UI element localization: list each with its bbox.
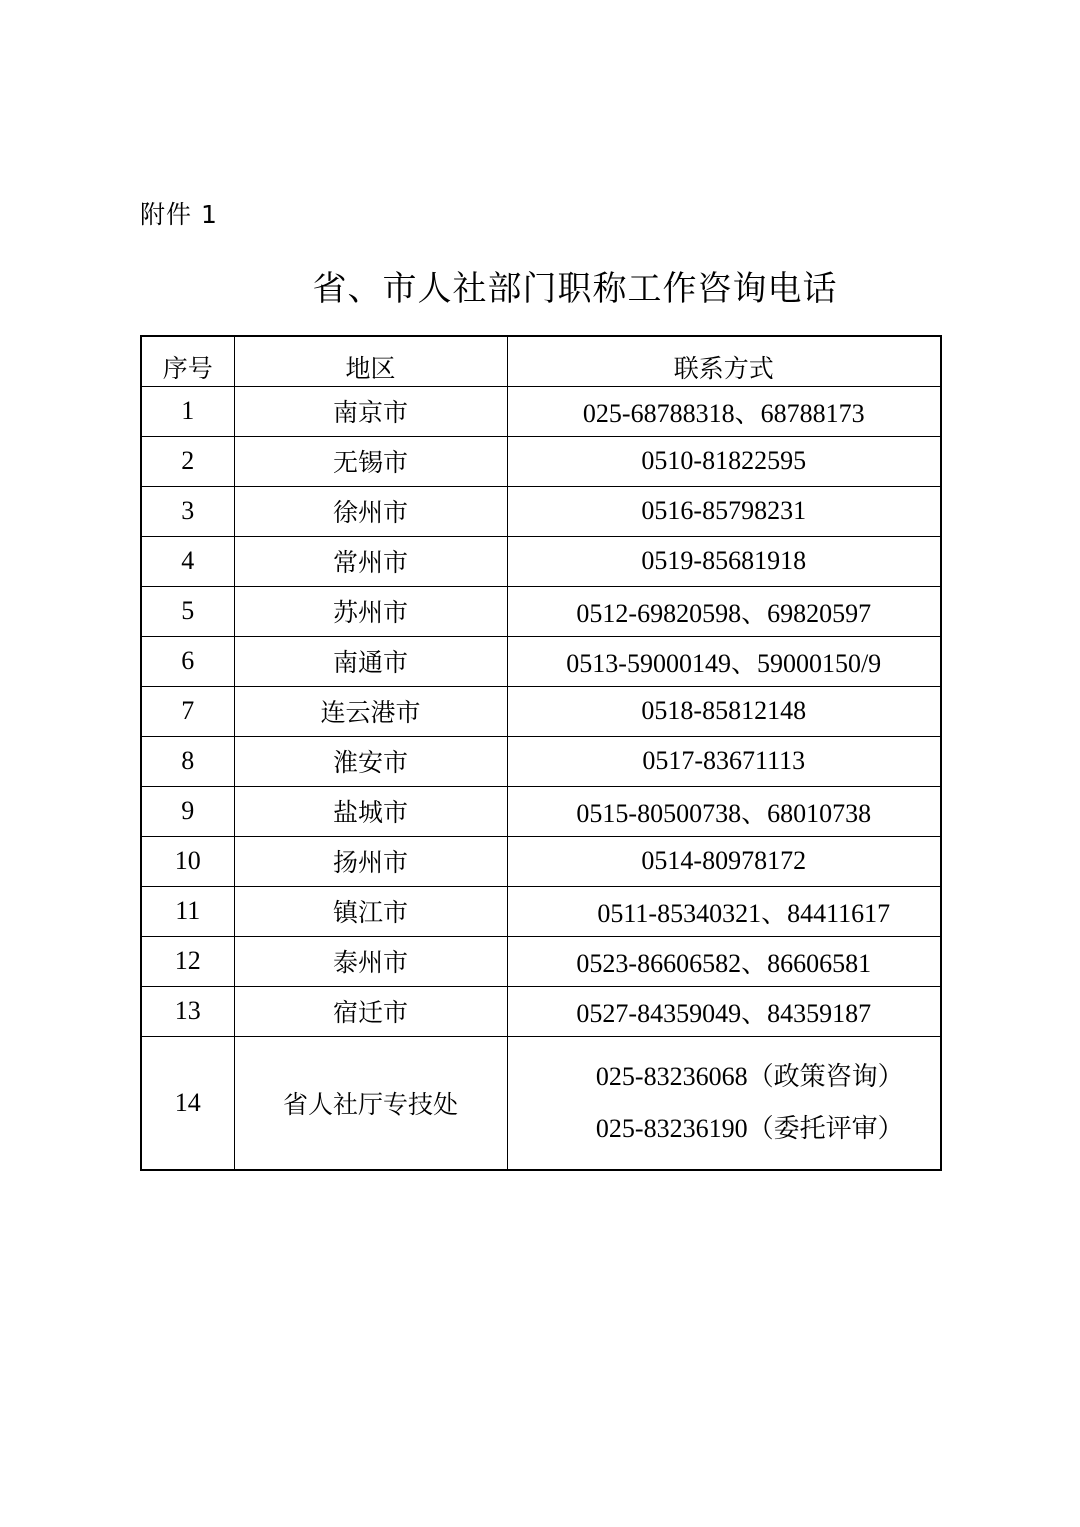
row-contact: 0517-83671113 (507, 736, 941, 786)
row-index: 9 (141, 786, 234, 836)
row-index: 11 (141, 886, 234, 936)
table-row (141, 686, 941, 736)
row-contact: 0513-59000149、59000150/9 (507, 636, 941, 686)
row-region: 连云港市 (234, 686, 507, 736)
row-region: 南通市 (234, 636, 507, 686)
table-row (141, 386, 941, 436)
table-row (141, 436, 941, 486)
row-index: 3 (141, 486, 234, 536)
row-region: 苏州市 (234, 586, 507, 636)
table-row (141, 836, 941, 886)
row-region: 泰州市 (234, 936, 507, 986)
header-contact: 联系方式 (507, 336, 941, 386)
attachment-label: 附件 1 (140, 200, 218, 229)
row-region: 南京市 (234, 386, 507, 436)
row-region: 淮安市 (234, 736, 507, 786)
row-index: 14 (141, 1036, 234, 1170)
row-index: 8 (141, 736, 234, 786)
row-contact: 0523-86606582、86606581 (507, 936, 941, 986)
row-index: 6 (141, 636, 234, 686)
table-row (141, 786, 941, 836)
table-header-row (141, 336, 941, 386)
contact-line-policy: 025-83236068（政策咨询） (595, 1061, 904, 1091)
table-row (141, 986, 941, 1036)
page-title: 省、市人社部门职称工作咨询电话 (312, 269, 838, 309)
row-contact: 0510-81822595 (507, 436, 941, 486)
row-region: 镇江市 (234, 886, 507, 936)
row-region: 常州市 (234, 536, 507, 586)
row-index: 7 (141, 686, 234, 736)
row-contact: 0514-80978172 (507, 836, 941, 886)
table-row (141, 636, 941, 686)
table-row (141, 736, 941, 786)
row-region: 省人社厅专技处 (234, 1036, 507, 1170)
header-region: 地区 (234, 336, 507, 386)
row-contact: 0515-80500738、68010738 (507, 786, 941, 836)
row-region: 徐州市 (234, 486, 507, 536)
table-row (141, 536, 941, 586)
contact-table (140, 335, 942, 1171)
row-index: 10 (141, 836, 234, 886)
row-contact: 0516-85798231 (507, 486, 941, 536)
row-region: 扬州市 (234, 836, 507, 886)
row-contact: 0512-69820598、69820597 (507, 586, 941, 636)
row-contact: 0511-85340321、84411617 (507, 886, 941, 936)
table-row (141, 936, 941, 986)
row-index: 12 (141, 936, 234, 986)
row-contact: 0519-85681918 (507, 536, 941, 586)
row-region: 盐城市 (234, 786, 507, 836)
table-row (141, 886, 941, 936)
row-contact: 025-68788318、68788173 (507, 386, 941, 436)
row-index: 13 (141, 986, 234, 1036)
row-index: 2 (141, 436, 234, 486)
table-row (141, 586, 941, 636)
row-contact: 0527-84359049、84359187 (507, 986, 941, 1036)
row-index: 4 (141, 536, 234, 586)
row-region: 无锡市 (234, 436, 507, 486)
contact-line-review: 025-83236190（委托评审） (595, 1113, 904, 1143)
row-contact: 0518-85812148 (507, 686, 941, 736)
table-row (141, 486, 941, 536)
row-contact-multi (507, 1036, 941, 1170)
row-index: 1 (141, 386, 234, 436)
header-index: 序号 (141, 336, 234, 386)
table-row (141, 1036, 941, 1170)
row-index: 5 (141, 586, 234, 636)
row-region: 宿迁市 (234, 986, 507, 1036)
